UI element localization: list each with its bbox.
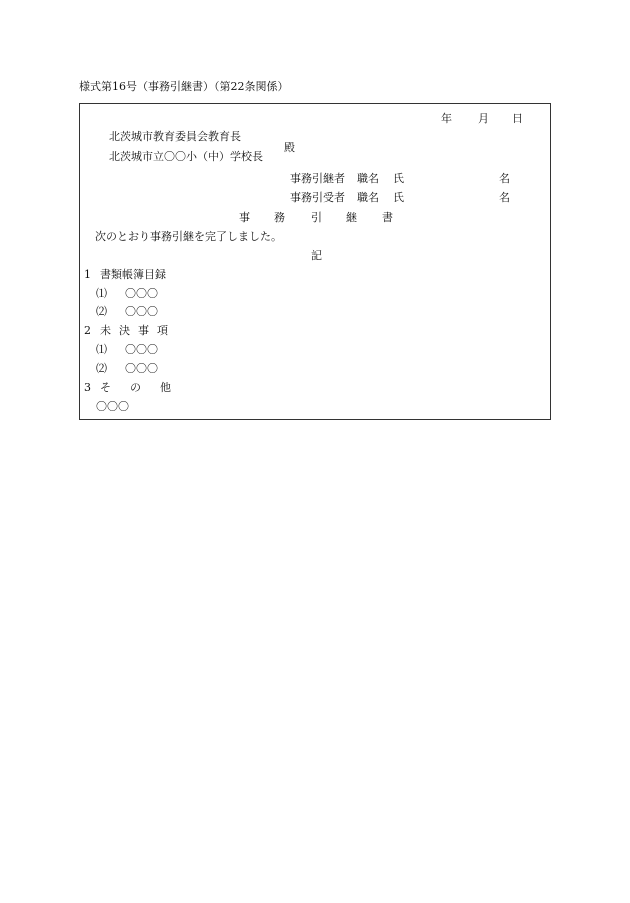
transferor-name-1: 氏 — [393, 172, 404, 185]
heading-char: 事 — [239, 211, 250, 224]
addressee-school-principal: 北茨城市立〇〇小（中）学校長 — [109, 150, 263, 163]
section-2-title-char: 事 — [138, 324, 149, 337]
body-text: 次のとおり事務引継を完了しました。 — [95, 230, 282, 243]
section-1-item-1-num: ⑴ — [96, 287, 107, 300]
section-1-title: 書類帳簿目録 — [100, 268, 166, 281]
section-1-item-2-num: ⑵ — [96, 305, 107, 318]
section-2-item-1-text: 〇〇〇 — [125, 343, 158, 356]
section-1-item-1-text: 〇〇〇 — [125, 287, 158, 300]
section-1-item-2-text: 〇〇〇 — [125, 305, 158, 318]
section-3-title-char: そ — [100, 381, 111, 394]
section-1-number: 1 — [84, 268, 91, 281]
section-3-text: 〇〇〇 — [96, 400, 129, 413]
date-month: 月 — [478, 112, 489, 125]
section-3-title-char: 他 — [160, 381, 171, 394]
addressee-board-of-education: 北茨城市教育委員会教育長 — [109, 130, 241, 143]
transferor-role: 事務引継者 — [290, 172, 345, 185]
transferee-title: 職名 — [357, 191, 379, 204]
section-3-number: 3 — [84, 381, 91, 394]
section-2-item-1-num: ⑴ — [96, 343, 107, 356]
section-2-title-char: 項 — [157, 324, 168, 337]
transferee-name-1: 氏 — [393, 191, 404, 204]
heading-char: 引 — [311, 211, 322, 224]
form-title: 様式第16号（事務引継書）（第22条関係） — [79, 80, 289, 93]
section-2-title-char: 決 — [119, 324, 130, 337]
section-2-item-2-num: ⑵ — [96, 362, 107, 375]
heading-char: 務 — [274, 211, 285, 224]
transferee-name-2: 名 — [499, 191, 510, 204]
section-2-number: 2 — [84, 324, 91, 337]
transferor-name-2: 名 — [499, 172, 510, 185]
section-3-title-char: の — [130, 381, 141, 394]
section-2-title-char: 未 — [100, 324, 111, 337]
ki-label: 記 — [311, 249, 322, 262]
transferor-title: 職名 — [357, 172, 379, 185]
heading-char: 書 — [382, 211, 393, 224]
date-day: 日 — [512, 112, 523, 125]
honorific: 殿 — [284, 141, 295, 154]
transferee-role: 事務引受者 — [290, 191, 345, 204]
section-2-item-2-text: 〇〇〇 — [125, 362, 158, 375]
date-year: 年 — [441, 112, 452, 125]
heading-char: 継 — [346, 211, 357, 224]
